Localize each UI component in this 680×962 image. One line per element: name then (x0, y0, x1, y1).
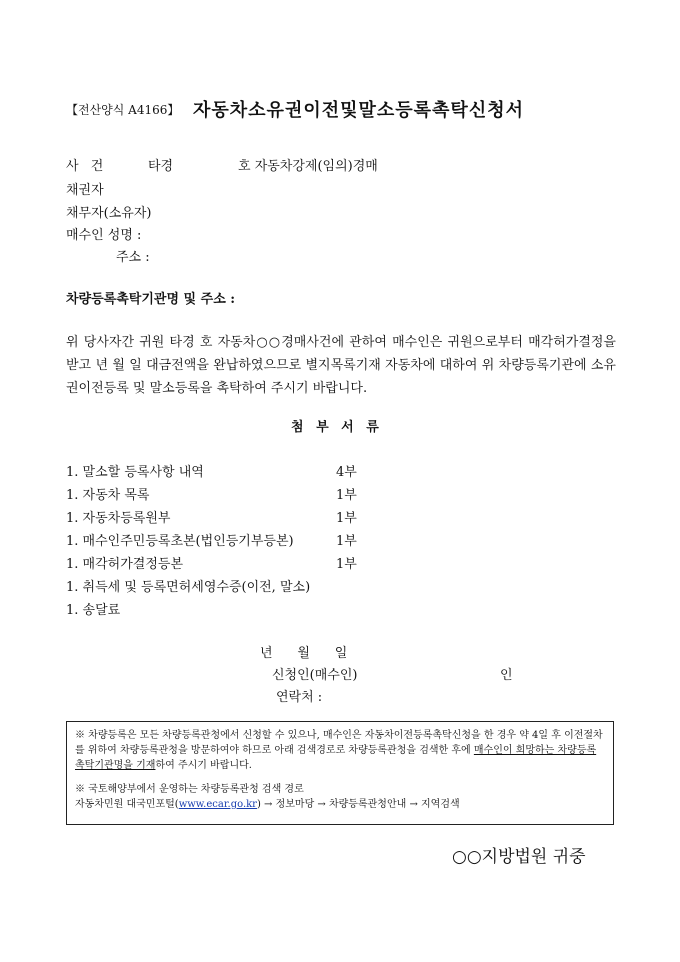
document-title: 자동차소유권이전및말소등록촉탁신청서 (193, 100, 524, 121)
applicant-label: 신청인(매수인) (272, 668, 358, 683)
attachment-item-count: 1부 (336, 534, 357, 549)
buyer-address-label: 주소 : (116, 250, 150, 265)
ecar-link[interactable]: www.ecar.go.kr (178, 799, 257, 810)
notice-box (66, 721, 614, 825)
notice-search-title: ※ 국토해양부에서 운영하는 차량등록관청 검색 경로 (75, 784, 304, 795)
registry-heading: 차량등록촉탁기관명 및 주소 : (66, 292, 236, 307)
notice-text: ※ 차량등록은 모든 차량등록관청에서 신청할 수 있으나, 매수인은 자동차이전등록촉탁신청을 한 경우 약 4일 후 이전절차를 위하여 차량등록관청을 방문하여야 하므로 아래 검색경로로 차량등록관청을 검색한 후에 (75, 730, 603, 756)
attachment-item-count: 1부 (336, 557, 357, 572)
case-suffix: 호 자동차강제(임의)경매 (238, 159, 378, 174)
notice-paragraph-1 (75, 728, 605, 773)
contact-label: 연락처 : (276, 690, 323, 705)
debtor-label: 채무자(소유자) (66, 206, 152, 221)
signature-date: 년 월 일 (260, 646, 348, 661)
buyer-name-label: 매수인 성명 : (66, 228, 142, 243)
court-addressee: ○○지방법원 귀중 (452, 847, 586, 867)
body-paragraph: 위 당사자간 귀원 타경 호 자동차○○경매사건에 관하여 매수인은 귀원으로부터 매각허가결정을 받고 년 월 일 대금전액을 완납하였으므로 별지목록기재 자동차에 대하여 위 차량등록기관에 소유권이전등록 및 말소등록을 촉탁하여 주시기 바랍니다. (66, 335, 616, 396)
notice-text-end: 하여 주시기 바랍니다. (155, 760, 252, 771)
creditor-label: 채권자 (66, 183, 104, 198)
attachment-item-label: 1. 매각허가결정등본 (66, 557, 183, 572)
attachment-item-label: 1. 송달료 (66, 603, 121, 618)
attachment-item-label: 1. 말소할 등록사항 내역 (66, 465, 204, 480)
case-court-prefix: 타경 (148, 159, 174, 174)
attachment-item-label: 1. 자동차등록원부 (66, 511, 171, 526)
attachments-heading: 첨 부 서 류 (291, 420, 383, 435)
attachment-item-count: 1부 (336, 511, 357, 526)
attachment-item-label: 1. 매수인주민등록초본(법인등기부등본) (66, 534, 294, 549)
attachment-item-label: 1. 취득세 및 등록면허세영수증(이전, 말소) (66, 580, 311, 595)
case-label: 사 건 (66, 159, 108, 174)
notice-portal-label: 자동차민원 대국민포털( (75, 799, 179, 810)
notice-search-path (75, 797, 605, 812)
notice-path-steps: ) → 정보마당 → 차량등록관청안내 → 지역검색 (256, 799, 460, 810)
attachment-item-label: 1. 자동차 목록 (66, 488, 150, 503)
form-code: 【전산양식 A4166】 (66, 103, 180, 117)
seal-mark: 인 (500, 668, 513, 683)
attachment-item-count: 1부 (336, 488, 357, 503)
attachment-item-count: 4부 (336, 465, 357, 480)
notice-underlined-text: 매수인이 희망하는 차량등록촉탁기관명을 기재 (75, 745, 597, 771)
